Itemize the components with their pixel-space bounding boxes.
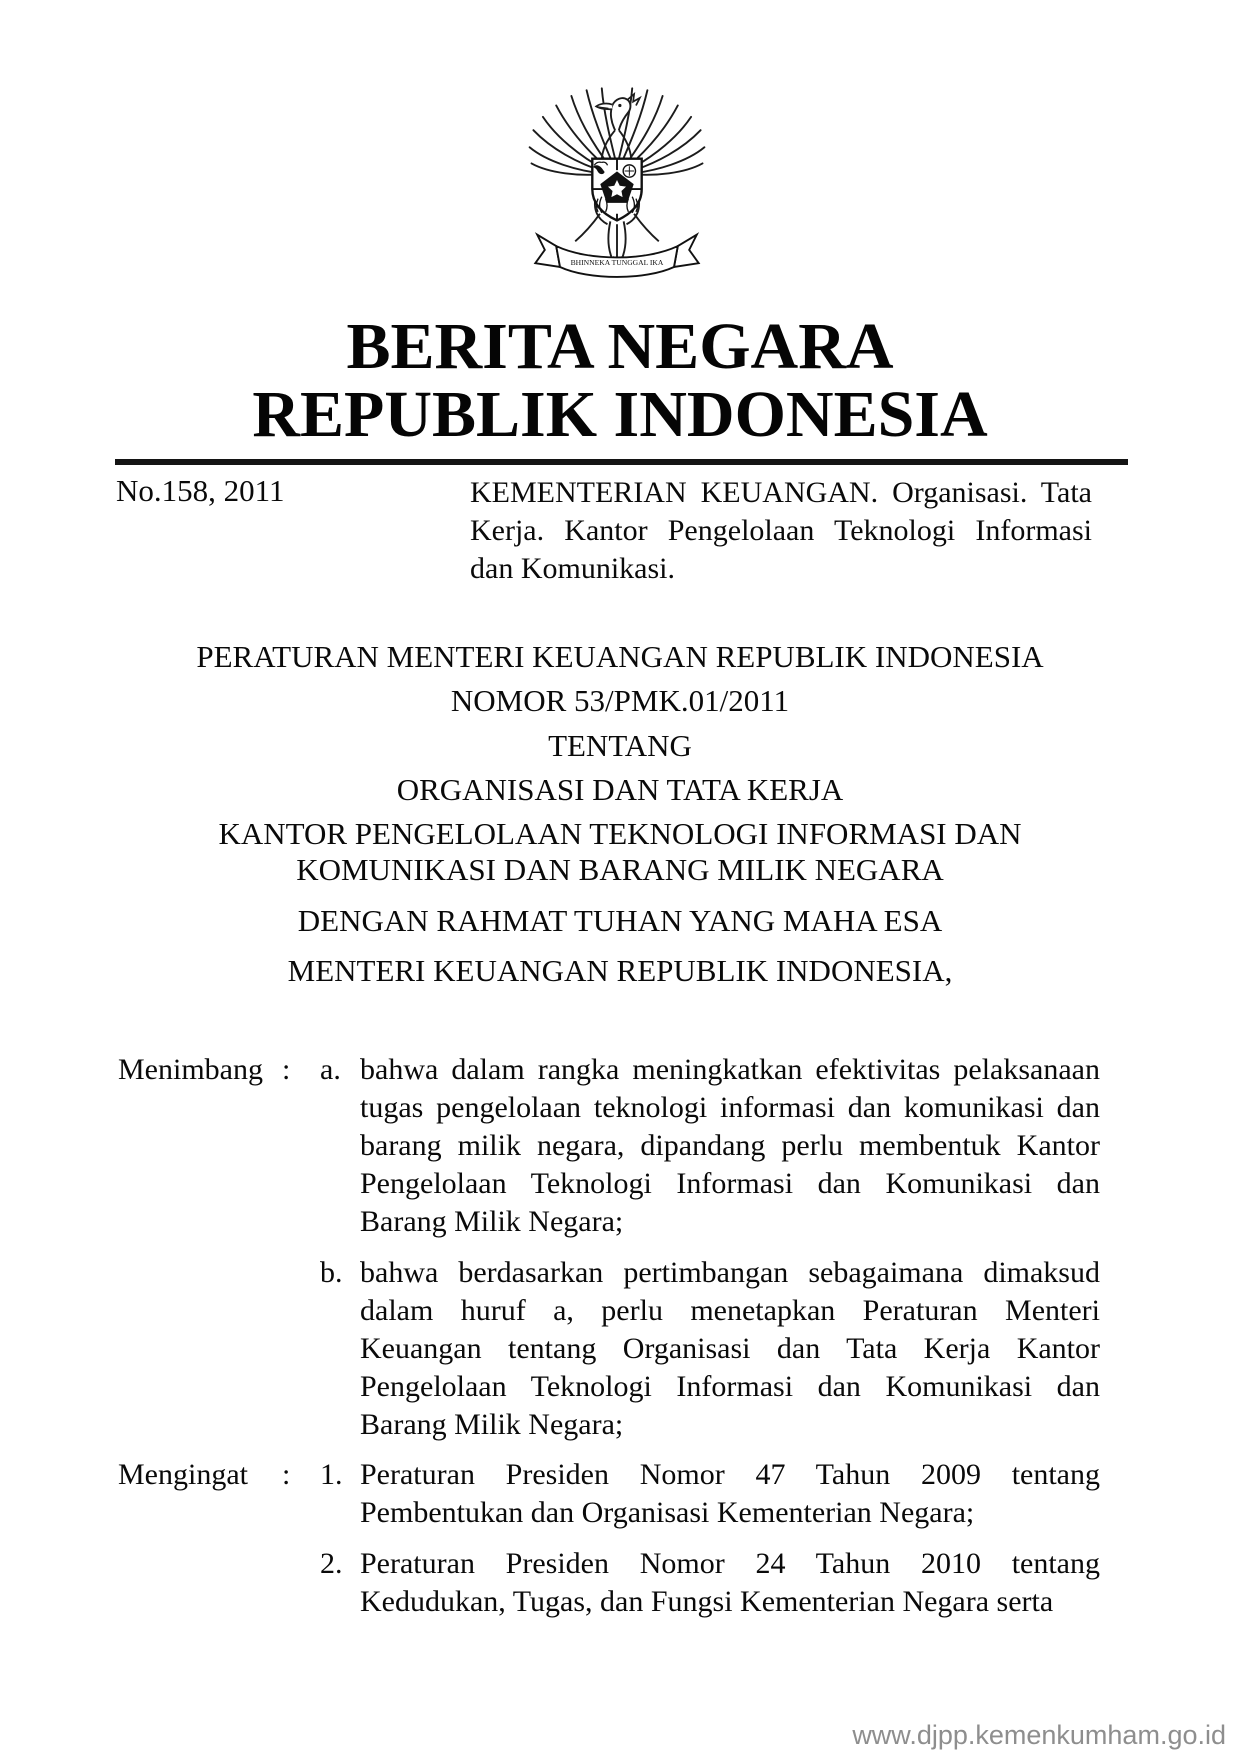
- masthead-title-line2: REPUBLIK INDONESIA: [252, 378, 988, 451]
- regulation-number-line: NOMOR 53/PMK.01/2011: [450, 683, 790, 718]
- section-menimbang: [118, 1051, 1100, 1444]
- list-item-marker: a.: [320, 1053, 341, 1086]
- section-label: Menimbang: [118, 1053, 263, 1086]
- list-item-marker: b.: [320, 1256, 343, 1289]
- subject-abstract: KEMENTERIAN KEUANGAN. Organisasi. Tata Kerja. Kantor Pengelolaan Teknologi Informasi dan Komunikasi.: [470, 476, 1092, 585]
- regulation-subject-line2: KANTOR PENGELOLAAN TEKNOLOGI INFORMASI DAN: [218, 816, 1022, 851]
- list-item-text: Peraturan Presiden Nomor 47 Tahun 2009 tentang Pembentukan dan Organisasi Kementerian Negara;: [360, 1458, 1100, 1529]
- regulation-subject-line1: ORGANISASI DAN TATA KERJA: [396, 772, 844, 807]
- regulation-subject-line3: KOMUNIKASI DAN BARANG MILIK NEGARA: [296, 852, 944, 887]
- list-item-marker: 1.: [320, 1458, 343, 1491]
- section-label: Mengingat: [118, 1458, 248, 1491]
- list-item-text: bahwa berdasarkan pertimbangan sebagaimana dimaksud dalam huruf a, perlu menetapkan Peraturan Menteri Keuangan tentang Organisasi dan Tata Kerja Kantor Pengelolaan Teknologi Informasi dan Komunikasi dan Barang Milik Negara;: [360, 1256, 1100, 1441]
- list-item-marker: 2.: [320, 1547, 343, 1580]
- masthead-divider-rule: [115, 459, 1128, 465]
- regulation-tentang-line: TENTANG: [548, 728, 692, 763]
- issue-number: No.158, 2011: [116, 473, 285, 508]
- shield-icon: [592, 159, 641, 221]
- section-mengingat: [118, 1456, 1100, 1621]
- list-item-text: Peraturan Presiden Nomor 24 Tahun 2010 tentang Kedudukan, Tugas, dan Fungsi Kementerian Negara serta: [360, 1547, 1100, 1618]
- section-colon: :: [282, 1053, 291, 1086]
- emblem-motto: BHINNEKA TUNGGAL IKA: [570, 258, 664, 268]
- preamble: [118, 1051, 1100, 1621]
- garuda-pancasila-emblem: [522, 78, 712, 284]
- invocation-line: DENGAN RAHMAT TUHAN YANG MAHA ESA: [297, 903, 943, 938]
- footer-watermark-url: www.djpp.kemenkumham.go.id: [852, 1720, 1226, 1750]
- section-colon: :: [282, 1458, 291, 1491]
- regulation-title-line: PERATURAN MENTERI KEUANGAN REPUBLIK INDONESIA: [196, 639, 1044, 674]
- list-item-text: bahwa dalam rangka meningkatkan efektivitas pelaksanaan tugas pengelolaan teknologi informasi dan komunikasi dan barang milik negara, dipandang perlu membentuk Kantor Pengelolaan Teknologi Informasi dan Komunikasi dan Barang Milik Negara;: [360, 1053, 1100, 1238]
- authority-line: MENTERI KEUANGAN REPUBLIK INDONESIA,: [287, 953, 953, 988]
- masthead-title-line1: BERITA NEGARA: [346, 310, 894, 383]
